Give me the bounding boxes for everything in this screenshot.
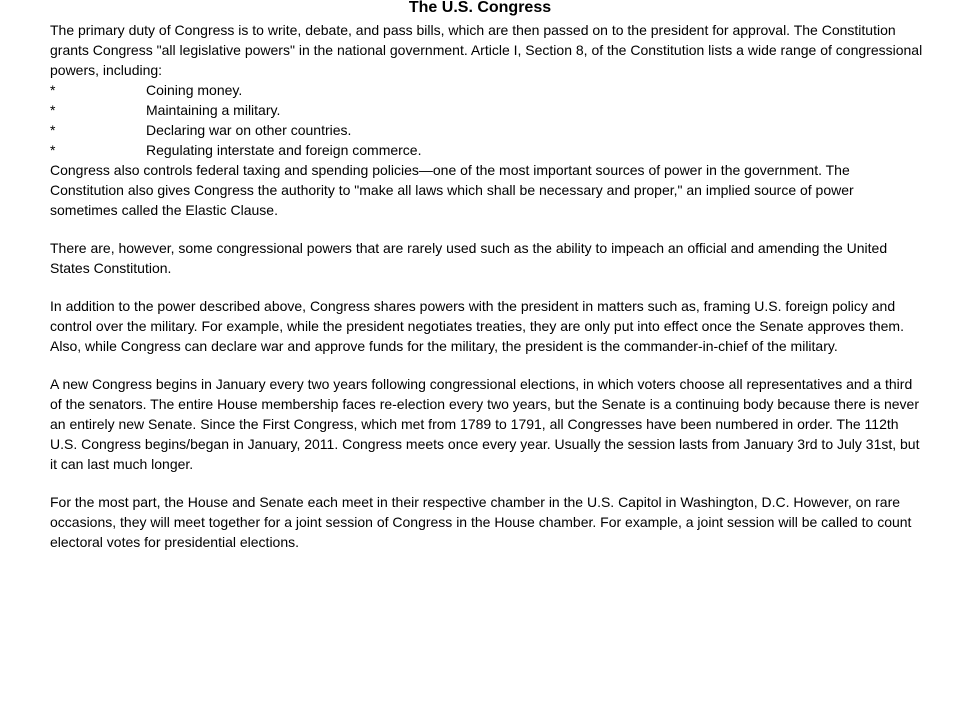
paragraph: There are, however, some congressional powers that are rarely used such as the ability to impeach an official and amending the United States Constitution.	[50, 240, 888, 276]
bullet-text: Regulating interstate and foreign commerce.	[146, 142, 422, 158]
bullet-mark: *	[50, 102, 56, 118]
bullet-mark: *	[50, 122, 56, 138]
body-text	[50, 20, 925, 552]
bullet-item	[50, 140, 925, 160]
paragraph: A new Congress begins in January every two years following congressional elections, in which voters choose all representatives and a third of the senators. The entire House membership faces re-election every two years, but the Senate is a continuing body because there is never an entirely new Senate. Since the First Congress, which met from 1789 to 1791, all Congresses have been numbered in order. The 112th U.S. Congress begins/began in January, 2011. Congress meets once every year. Usually the session lasts from January 3rd to July 31st, but it can last much longer.	[50, 376, 920, 472]
bullet-item	[50, 100, 925, 120]
bullet-item	[50, 120, 925, 140]
bullet-mark: *	[50, 142, 56, 158]
paragraph: Congress also controls federal taxing and spending policies—one of the most important sources of power in the government. The Constitution also gives Congress the authority to "make all laws which shall be necessary and proper," an implied source of power sometimes called the Elastic Clause.	[50, 162, 854, 218]
bullet-text: Maintaining a military.	[146, 102, 281, 118]
paragraph: In addition to the power described above, Congress shares powers with the president in matters such as, framing U.S. foreign policy and control over the military. For example, while the president negotiates treaties, they are only put into effect once the Senate approves them. Also, while Congress can declare war and approve funds for the military, the president is the commander-in-chief of the military.	[50, 298, 904, 354]
page-title: The U.S. Congress	[408, 0, 552, 16]
bullet-mark: *	[50, 82, 56, 98]
bullet-text: Declaring war on other countries.	[146, 122, 352, 138]
bullet-item	[50, 80, 925, 100]
paragraph: For the most part, the House and Senate each meet in their respective chamber in the U.S. Capitol in Washington, D.C. However, on rare occasions, they will meet together for a joint session of Congress in the House chamber. For example, a joint session will be called to count electoral votes for presidential elections.	[50, 494, 912, 550]
bullet-text: Coining money.	[146, 82, 243, 98]
intro-paragraph: The primary duty of Congress is to write, debate, and pass bills, which are then passed on to the president for approval. The Constitution grants Congress "all legislative powers" in the national government. Article I, Section 8, of the Constitution lists a wide range of congressional powers, including:	[50, 22, 923, 78]
